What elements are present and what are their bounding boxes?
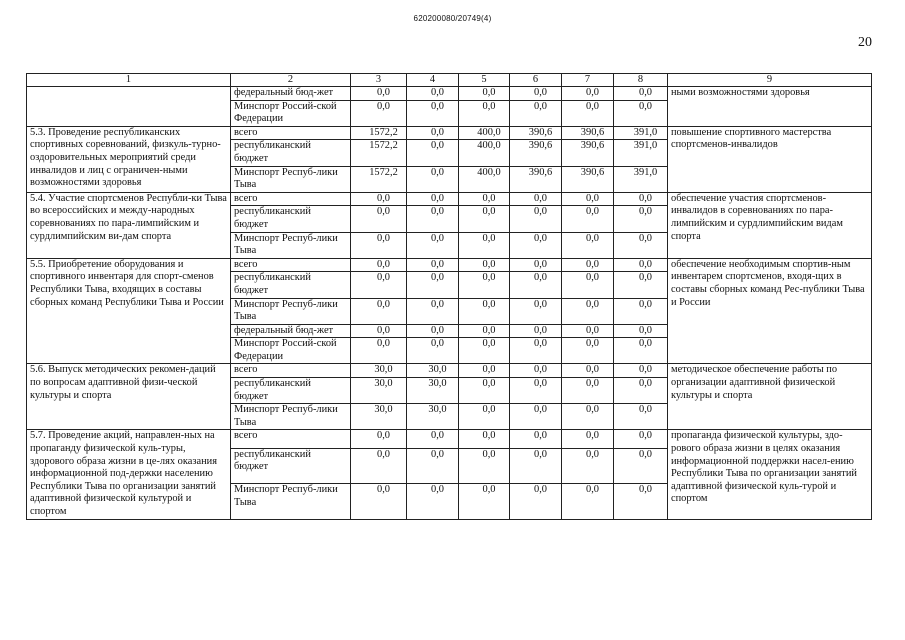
funding-source-cell: Минспорт Респуб-лики Тыва <box>231 298 351 324</box>
amount-value: 0,0 <box>377 192 390 204</box>
amount-cell <box>562 126 614 140</box>
amount-cell <box>407 126 459 140</box>
amount-cell <box>562 192 614 206</box>
table-row <box>27 430 872 448</box>
funding-source-cell: всего <box>231 126 351 140</box>
amount-cell <box>510 364 562 378</box>
amount-value: 0,0 <box>639 232 652 244</box>
amount-value: 0,0 <box>639 338 652 350</box>
amount-cell <box>614 206 668 232</box>
column-header: 5 <box>459 74 510 87</box>
funding-source-cell: Минспорт Россий-ской Федерации <box>231 100 351 126</box>
amount-cell <box>562 206 614 232</box>
amount-cell <box>562 87 614 101</box>
amount-value: 0,0 <box>431 272 444 284</box>
amount-value: 0,0 <box>431 126 444 138</box>
column-header: 3 <box>351 74 407 87</box>
activity-cell <box>27 87 231 127</box>
amount-value: 0,0 <box>482 87 496 98</box>
amount-value: 0,0 <box>534 430 547 442</box>
amount-cell <box>459 192 510 206</box>
amount-cell <box>562 140 614 166</box>
page-number: 20 <box>858 35 872 50</box>
amount-cell <box>614 100 668 126</box>
expected-result-cell: обеспечение участия спортсменов-инвалидов в соревнованиях по пара-лимпийским и сурдлимпийским видам спорта <box>668 192 872 258</box>
amount-value: 30,0 <box>374 378 393 390</box>
document-id: 620200080/20749(4) <box>413 14 492 23</box>
amount-value: 0,0 <box>482 206 496 218</box>
amount-cell <box>351 166 407 192</box>
amount-cell <box>407 87 459 101</box>
amount-cell <box>407 338 459 364</box>
amount-cell <box>614 448 668 483</box>
amount-value: 0,0 <box>482 232 496 244</box>
amount-value: 0,0 <box>482 448 496 460</box>
amount-cell <box>407 100 459 126</box>
activity-cell: 5.6. Выпуск методических рекомен-даций по вопросам адаптивной физи-ческой культуры и спорта <box>27 364 231 430</box>
amount-value: 0,0 <box>534 272 547 284</box>
amount-cell <box>351 448 407 483</box>
amount-value: 0,0 <box>639 364 652 376</box>
funding-source-cell: Минспорт Респуб-лики Тыва <box>231 404 351 430</box>
amount-value: 0,0 <box>534 206 547 218</box>
amount-cell <box>562 404 614 430</box>
amount-value: 0,0 <box>639 87 652 98</box>
amount-cell <box>407 232 459 258</box>
amount-cell <box>562 378 614 404</box>
amount-cell <box>614 338 668 364</box>
amount-value: 0,0 <box>586 298 599 310</box>
amount-value: 0,0 <box>586 192 599 204</box>
amount-cell <box>562 338 614 364</box>
amount-cell <box>459 298 510 324</box>
amount-cell <box>614 126 668 140</box>
amount-value: 0,0 <box>586 206 599 218</box>
amount-value: 391,0 <box>633 166 658 178</box>
amount-cell <box>459 404 510 430</box>
amount-cell <box>407 192 459 206</box>
program-activities-table <box>26 73 872 520</box>
amount-value: 0,0 <box>431 430 444 442</box>
amount-value: 0,0 <box>377 484 390 496</box>
funding-source-cell: всего <box>231 364 351 378</box>
amount-cell <box>407 140 459 166</box>
amount-value: 0,0 <box>377 430 390 442</box>
amount-cell <box>459 448 510 483</box>
amount-cell <box>614 430 668 448</box>
amount-value: 0,0 <box>534 298 547 310</box>
amount-cell <box>351 232 407 258</box>
amount-cell <box>351 484 407 519</box>
amount-cell <box>407 448 459 483</box>
amount-cell <box>459 272 510 298</box>
amount-cell <box>510 206 562 232</box>
amount-value: 0,0 <box>639 100 652 112</box>
amount-value: 0,0 <box>431 166 444 178</box>
amount-cell <box>459 338 510 364</box>
amount-value: 1572,2 <box>369 166 398 178</box>
amount-value: 0,0 <box>377 232 390 244</box>
amount-cell <box>562 298 614 324</box>
amount-cell <box>562 324 614 338</box>
amount-value: 30,0 <box>428 378 447 390</box>
amount-value: 0,0 <box>639 448 652 460</box>
amount-cell <box>614 378 668 404</box>
amount-value: 390,6 <box>528 140 553 152</box>
amount-value: 0,0 <box>586 364 599 376</box>
amount-value: 400,0 <box>477 126 501 138</box>
funding-source-cell: всего <box>231 192 351 206</box>
amount-cell <box>351 192 407 206</box>
amount-value: 0,0 <box>586 484 599 496</box>
amount-cell <box>614 364 668 378</box>
amount-value: 0,0 <box>586 258 599 270</box>
column-header-row <box>27 74 872 87</box>
amount-value: 0,0 <box>586 232 599 244</box>
amount-cell <box>510 100 562 126</box>
amount-cell <box>351 126 407 140</box>
amount-value: 30,0 <box>428 404 447 416</box>
amount-value: 30,0 <box>374 404 393 416</box>
amount-cell <box>510 298 562 324</box>
amount-cell <box>459 324 510 338</box>
amount-cell <box>562 448 614 483</box>
amount-cell <box>459 484 510 519</box>
amount-value: 0,0 <box>377 100 390 112</box>
amount-value: 0,0 <box>377 258 390 270</box>
amount-cell <box>459 206 510 232</box>
column-header: 7 <box>562 74 614 87</box>
amount-cell <box>510 430 562 448</box>
amount-cell <box>351 430 407 448</box>
amount-value: 390,6 <box>580 126 605 138</box>
amount-value: 0,0 <box>482 298 496 310</box>
amount-cell <box>614 324 668 338</box>
amount-cell <box>459 126 510 140</box>
amount-value: 0,0 <box>534 404 547 416</box>
amount-value: 390,6 <box>580 140 605 152</box>
amount-cell <box>407 166 459 192</box>
amount-cell <box>562 484 614 519</box>
amount-value: 0,0 <box>534 484 547 496</box>
amount-cell <box>510 338 562 364</box>
amount-value: 0,0 <box>586 338 599 350</box>
amount-cell <box>351 100 407 126</box>
column-header: 8 <box>614 74 668 87</box>
table-row <box>27 87 872 101</box>
amount-cell <box>351 258 407 272</box>
amount-value: 0,0 <box>639 484 652 496</box>
amount-value: 0,0 <box>482 272 496 284</box>
amount-value: 0,0 <box>377 338 390 350</box>
amount-cell <box>614 484 668 519</box>
amount-cell <box>407 272 459 298</box>
amount-cell <box>459 100 510 126</box>
amount-value: 0,0 <box>586 272 599 284</box>
amount-cell <box>510 324 562 338</box>
amount-value: 0,0 <box>534 378 547 390</box>
funding-source-cell: всего <box>231 258 351 272</box>
amount-value: 0,0 <box>482 258 496 270</box>
amount-cell <box>562 272 614 298</box>
amount-value: 0,0 <box>639 404 652 416</box>
amount-value: 391,0 <box>633 140 658 152</box>
amount-cell <box>510 126 562 140</box>
column-header: 6 <box>510 74 562 87</box>
activity-cell: 5.3. Проведение республиканских спортивных соревнований, физкуль-турно-оздоровительных мероприятий среди инвалидов и лиц с ограничен-ными возможностями здоровья <box>27 126 231 192</box>
amount-cell <box>459 258 510 272</box>
amount-value: 0,0 <box>639 378 652 390</box>
amount-value: 30,0 <box>428 364 447 376</box>
amount-cell <box>351 324 407 338</box>
amount-value: 400,0 <box>477 166 501 178</box>
amount-value: 0,0 <box>377 448 390 460</box>
amount-cell <box>510 258 562 272</box>
funding-source-cell: всего <box>231 430 351 448</box>
amount-cell <box>351 378 407 404</box>
amount-value: 0,0 <box>431 338 444 350</box>
table-row <box>27 126 872 140</box>
amount-value: 0,0 <box>431 298 444 310</box>
amount-cell <box>614 298 668 324</box>
amount-value: 0,0 <box>534 100 547 112</box>
amount-value: 0,0 <box>639 324 652 336</box>
amount-value: 0,0 <box>431 87 444 98</box>
amount-cell <box>407 206 459 232</box>
amount-cell <box>510 192 562 206</box>
amount-value: 400,0 <box>477 140 501 152</box>
amount-value: 0,0 <box>482 100 496 112</box>
amount-value: 0,0 <box>639 298 652 310</box>
expected-result-cell: обеспечение необходимым спортив-ным инвентарем спортсменов, входя-щих в составы сборных команд Рес-публики Тыва и России <box>668 258 872 364</box>
amount-value: 0,0 <box>482 430 496 442</box>
amount-value: 0,0 <box>377 206 390 218</box>
amount-cell <box>562 258 614 272</box>
amount-value: 0,0 <box>534 258 547 270</box>
amount-value: 0,0 <box>377 298 390 310</box>
amount-cell <box>510 378 562 404</box>
amount-value: 0,0 <box>431 324 444 336</box>
amount-cell <box>407 324 459 338</box>
funding-source-cell: республиканский бюджет <box>231 140 351 166</box>
amount-value: 1572,2 <box>369 126 398 138</box>
amount-value: 0,0 <box>482 364 496 376</box>
amount-cell <box>407 364 459 378</box>
amount-cell <box>614 272 668 298</box>
amount-value: 0,0 <box>431 258 444 270</box>
column-header: 9 <box>668 74 872 87</box>
funding-source-cell: федеральный бюд-жет <box>231 324 351 338</box>
amount-value: 0,0 <box>482 192 496 204</box>
amount-value: 0,0 <box>431 100 444 112</box>
amount-cell <box>459 232 510 258</box>
column-header: 1 <box>27 74 231 87</box>
funding-source-cell: республиканский бюджет <box>231 378 351 404</box>
funding-source-cell: Минспорт Респуб-лики Тыва <box>231 484 351 519</box>
amount-value: 0,0 <box>431 448 444 460</box>
funding-source-cell: Минспорт Респуб-лики Тыва <box>231 166 351 192</box>
activity-cell: 5.5. Приобретение оборудования и спортивного инвентаря для спорт-сменов Республики Тыва, входящих в составы сборных команд Республики Тыва и России <box>27 258 231 364</box>
amount-value: 0,0 <box>586 87 599 98</box>
amount-value: 0,0 <box>639 272 652 284</box>
amount-cell <box>407 430 459 448</box>
amount-cell <box>351 364 407 378</box>
amount-value: 0,0 <box>482 338 496 350</box>
funding-source-cell: Минспорт Респуб-лики Тыва <box>231 232 351 258</box>
amount-value: 390,6 <box>528 166 553 178</box>
amount-value: 0,0 <box>639 192 652 204</box>
expected-result-cell: пропаганда физической культуры, здо-рового образа жизни в целях оказания информационной поддержки насел-ению Республики Тыва по организации занятий адаптивной физической куль-турой и спортом <box>668 430 872 519</box>
funding-source-cell: республиканский бюджет <box>231 206 351 232</box>
amount-cell <box>562 166 614 192</box>
amount-cell <box>562 430 614 448</box>
amount-value: 0,0 <box>482 404 496 416</box>
amount-cell <box>407 298 459 324</box>
amount-value: 0,0 <box>431 192 444 204</box>
amount-value: 0,0 <box>534 87 547 98</box>
funding-source-cell: республиканский бюджет <box>231 448 351 483</box>
amount-cell <box>614 404 668 430</box>
amount-value: 391,0 <box>633 126 658 138</box>
table-row <box>27 258 872 272</box>
amount-value: 0,0 <box>586 324 599 336</box>
amount-cell <box>407 484 459 519</box>
table-row <box>27 192 872 206</box>
amount-value: 0,0 <box>534 232 547 244</box>
funding-source-cell: республиканский бюджет <box>231 272 351 298</box>
amount-cell <box>510 166 562 192</box>
amount-cell <box>351 140 407 166</box>
amount-cell <box>351 298 407 324</box>
amount-value: 0,0 <box>586 100 599 112</box>
amount-cell <box>459 364 510 378</box>
amount-value: 0,0 <box>377 324 390 336</box>
amount-cell <box>351 338 407 364</box>
amount-cell <box>510 232 562 258</box>
amount-value: 0,0 <box>431 206 444 218</box>
amount-value: 0,0 <box>586 430 599 442</box>
amount-cell <box>351 404 407 430</box>
amount-value: 0,0 <box>586 378 599 390</box>
amount-value: 0,0 <box>431 484 444 496</box>
amount-value: 0,0 <box>431 232 444 244</box>
amount-value: 0,0 <box>639 430 652 442</box>
amount-cell <box>510 140 562 166</box>
amount-cell <box>459 140 510 166</box>
amount-value: 0,0 <box>534 448 547 460</box>
amount-value: 0,0 <box>482 324 496 336</box>
amount-value: 0,0 <box>534 324 547 336</box>
amount-cell <box>614 192 668 206</box>
amount-value: 0,0 <box>534 338 547 350</box>
funding-source-cell: Минспорт Россий-ской Федерации <box>231 338 351 364</box>
amount-cell <box>614 140 668 166</box>
amount-cell <box>459 430 510 448</box>
amount-cell <box>459 166 510 192</box>
column-header: 2 <box>231 74 351 87</box>
amount-value: 1572,2 <box>369 140 398 152</box>
amount-value: 0,0 <box>482 378 496 390</box>
amount-cell <box>459 87 510 101</box>
amount-value: 390,6 <box>580 166 605 178</box>
amount-value: 0,0 <box>482 484 496 496</box>
amount-cell <box>510 404 562 430</box>
amount-cell <box>459 378 510 404</box>
amount-value: 0,0 <box>586 404 599 416</box>
column-header: 4 <box>407 74 459 87</box>
amount-value: 390,6 <box>528 126 553 138</box>
amount-cell <box>510 484 562 519</box>
amount-value: 0,0 <box>377 272 390 284</box>
amount-cell <box>614 87 668 101</box>
amount-cell <box>614 166 668 192</box>
amount-value: 0,0 <box>534 364 547 376</box>
amount-cell <box>562 100 614 126</box>
amount-value: 0,0 <box>377 87 390 98</box>
amount-cell <box>407 404 459 430</box>
amount-cell <box>407 258 459 272</box>
amount-cell <box>614 232 668 258</box>
funding-source-cell: федеральный бюд-жет <box>231 87 351 101</box>
amount-cell <box>510 87 562 101</box>
amount-value: 0,0 <box>534 192 547 204</box>
activity-cell: 5.4. Участие спортсменов Республи-ки Тыва во всероссийских и между-народных соревнованиях по пара-лимпийским и сурдлимпийским ви-дам спорта <box>27 192 231 258</box>
amount-value: 30,0 <box>374 364 393 376</box>
amount-value: 0,0 <box>431 140 444 152</box>
amount-value: 0,0 <box>586 448 599 460</box>
amount-cell <box>562 364 614 378</box>
expected-result-cell: методическое обеспечение работы по организации адаптивной физической культуры и спорта <box>668 364 872 430</box>
activity-cell: 5.7. Проведение акций, направлен-ных на пропаганду физической куль-туры, здорового образа жизни в це-лях оказания информационной под-держки населению Республики Тыва по организации занятий адаптивной физической культурой и спортом <box>27 430 231 519</box>
amount-value: 0,0 <box>639 206 652 218</box>
amount-value: 0,0 <box>639 258 652 270</box>
amount-cell <box>562 232 614 258</box>
amount-cell <box>510 448 562 483</box>
amount-cell <box>614 258 668 272</box>
table-row <box>27 364 872 378</box>
amount-cell <box>510 272 562 298</box>
expected-result-cell: ными возможностями здоровья <box>668 87 872 127</box>
amount-cell <box>351 87 407 101</box>
amount-cell <box>351 272 407 298</box>
amount-cell <box>351 206 407 232</box>
amount-cell <box>407 378 459 404</box>
expected-result-cell: повышение спортивного мастерства спортсменов-инвалидов <box>668 126 872 192</box>
